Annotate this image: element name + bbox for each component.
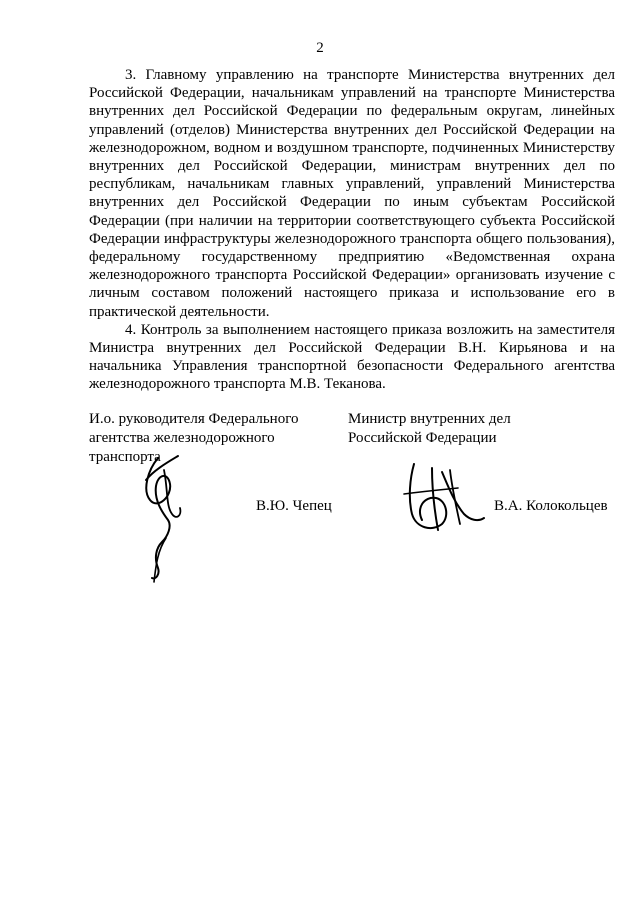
left-signatory-name: В.Ю. Чепец bbox=[256, 498, 332, 514]
right-title-line: Министр внутренних дел bbox=[348, 411, 511, 427]
right-signatory-name: В.А. Колокольцев bbox=[494, 498, 608, 514]
left-title-line: И.о. руководителя Федерального bbox=[89, 411, 299, 427]
right-title-line: Российской Федерации bbox=[348, 430, 497, 446]
paragraph-4: 4. Контроль за выполнением настоящего приказа возложить на заместителя Министра внутренних дел Российской Федерации В.Н. Кирьянова и на начальника Управления транспортной безопасности Федерального агентства железнодорожного транспорта М.В. Теканова. bbox=[89, 321, 615, 393]
left-signatory-title bbox=[89, 410, 329, 467]
right-handwritten-signature bbox=[398, 458, 488, 538]
left-title-line: транспорта bbox=[89, 449, 161, 465]
page-number: 2 bbox=[316, 40, 324, 56]
right-signatory-title bbox=[348, 410, 588, 448]
paragraph-3: 3. Главному управлению на транспорте Министерства внутренних дел Российской Федерации, начальникам управлений на транспорте Министерства внутренних дел Российской Федерации по федеральным округам, линейных управлений (отделов) Министерства внутренних дел Российской Федерации на железнодорожном, водном и воздушном транспорте, подчиненных Министерству внутренних дел Российской Федерации, министрам внутренних дел по республикам, начальникам главных управлений, управлений Министерства внутренних дел Российской Федерации по иным субъектам Российской Федерации (при наличии на территории соответствующего субъекта Российской Федерации инфраструктуры железнодорожного транспорта общего пользования), федеральному государственному предприятию «Ведомственная охрана железнодорожного транспорта Российской Федерации» организовать изучение с личным составом положений настоящего приказа и использование его в практической деятельности. bbox=[89, 67, 615, 320]
left-handwritten-signature bbox=[128, 450, 198, 590]
left-title-line: агентства железнодорожного bbox=[89, 430, 275, 446]
document-body bbox=[89, 66, 615, 394]
